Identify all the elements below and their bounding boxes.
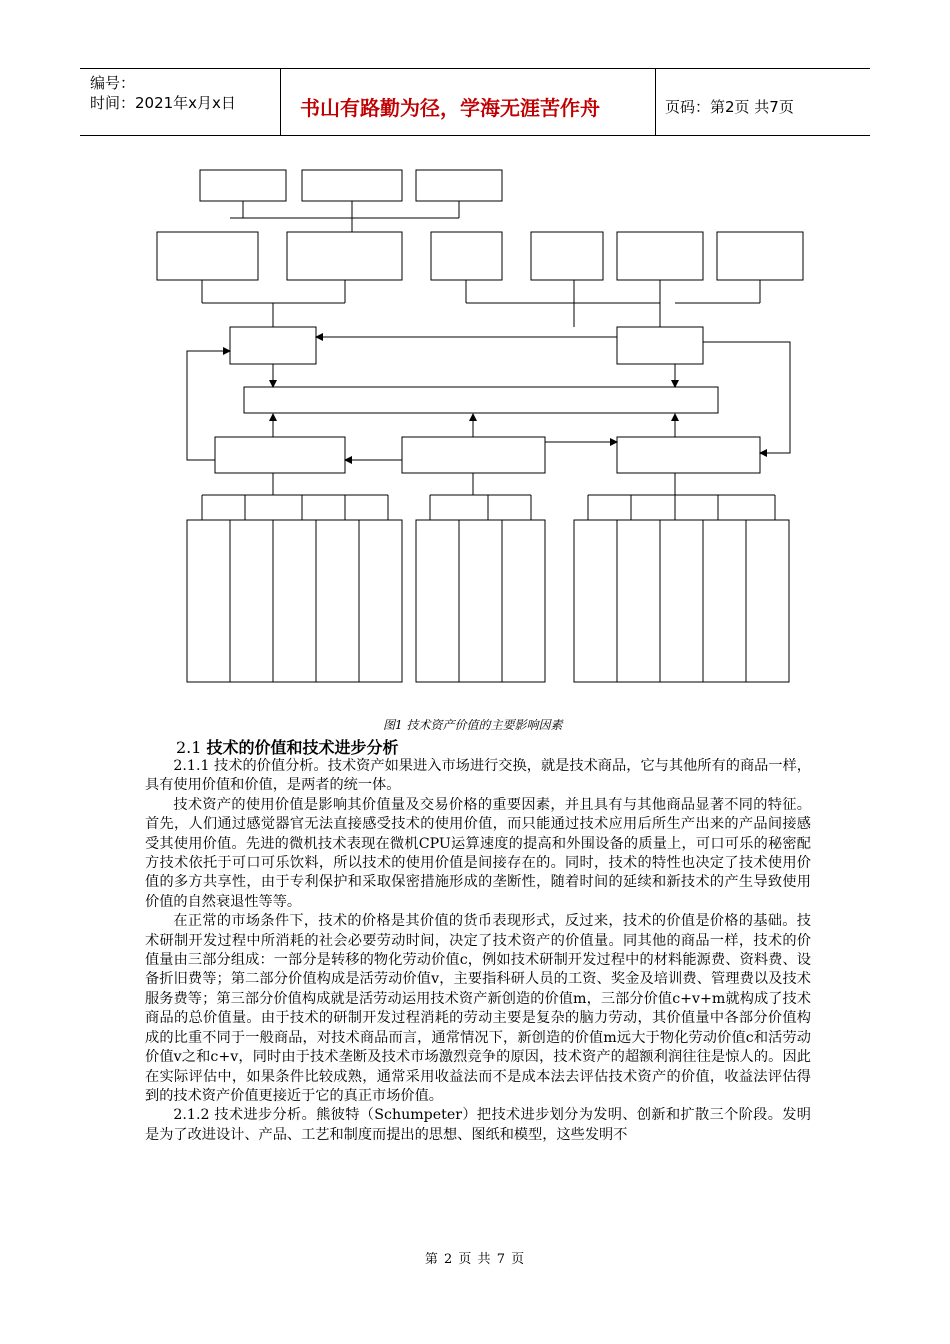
sub-factor-column [230, 520, 273, 682]
sub-factor-column [459, 520, 502, 682]
header-slogan: 书山有路勤为径，学海无涯苦作舟 [300, 96, 600, 120]
sub-factor-column [359, 520, 402, 682]
factor-box [531, 232, 603, 280]
factor-box [617, 232, 703, 280]
top-box [416, 170, 502, 201]
sub-factor-column [617, 520, 660, 682]
section-heading [176, 735, 399, 758]
paragraph: 在正常的市场条件下，技术的价格是其价值的货币表现形式，反过来，技术的价值是价格的基础。技术研制开发过程中所消耗的社会必要劳动时间，决定了技术资产的价值量。同其他的商品一样，技术的价值量由三部分组成：一部分是转移的物化劳动价值c，例如技术研制开发过程中的材料能源费、资料费、设备折旧费等；第二部分价值构成是活劳动价值v，主要指科研人员的工资、奖金及培训费、管理费以及技术服务费等；第三部分价值构成就是活劳动运用技术资产新创造的价值m，三部分价值c+v+m就构成了技术商品的总价值量。由于技术的研制开发过程消耗的劳动主要是复杂的脑力劳动，其价值量中各部分价值构成的比重不同于一般商品，对技术商品而言，通常情况下，新创造的价值m远大于物化劳动价值c和活劳动价值v之和c+v，同时由于技术垄断及技术市场激烈竞争的原因，技术资产的超额利润往往是惊人的。因此在实际评估中，如果条件比较成熟，通常采用收益法而不是成本法去评估技术资产的价值，收益法评估得到的技术资产价值更接近于它的真正市场价值。 [145, 913, 811, 1104]
header-code-label: 编号： [90, 74, 136, 92]
sub-factor-column [574, 520, 617, 682]
sub-factor-column [273, 520, 316, 682]
factor-box [717, 232, 803, 280]
bottom-left-box [215, 437, 345, 473]
sub-factor-column [502, 520, 545, 682]
sub-factor-column [660, 520, 703, 682]
section-title: 技术的价值和技术进步分析 [206, 738, 399, 757]
factor-box [157, 232, 258, 280]
bottom-center-box [402, 437, 545, 473]
sub-factor-column [416, 520, 459, 682]
paragraph: 2.1.2 技术进步分析。熊彼特（Schumpeter）把技术进步划分为发明、创新和扩散三个阶段。发明是为了改进设计、产品、工艺和制度而提出的思想、图纸和模型，这些发明不 [145, 1107, 811, 1143]
top-box [302, 170, 402, 201]
sub-factor-column [703, 520, 746, 682]
header-page-info: 页码：第2页 共7页 [665, 98, 794, 116]
header-date: 时间：2021年x月x日 [90, 94, 236, 112]
page-footer: 第 2 页 共 7 页 [424, 1252, 526, 1267]
factor-box [287, 232, 402, 280]
central-box [244, 387, 718, 413]
right-middle-box [617, 327, 703, 364]
section-number: 2.1 [176, 738, 207, 757]
sub-factor-column [316, 520, 359, 682]
paragraph: 2.1.1 技术的价值分析。技术资产如果进入市场进行交换，就是技术商品，它与其他所有的商品一样，具有使用价值和价值，是两者的统一体。 [145, 758, 811, 794]
top-box [200, 170, 286, 201]
sub-factor-column [187, 520, 230, 682]
left-middle-box [230, 327, 316, 364]
body-text [145, 757, 811, 1145]
bottom-right-box [617, 437, 760, 473]
sub-factor-column [746, 520, 789, 682]
figure-caption: 图1 技术资产价值的主要影响因素 [383, 718, 563, 732]
factor-box [431, 232, 502, 280]
paragraph: 技术资产的使用价值是影响其价值量及交易价格的重要因素，并且具有与其他商品显著不同的特征。首先，人们通过感觉器官无法直接感受技术的使用价值，而只能通过技术应用后所生产出来的产品间接感受其使用价值。先进的微机技术表现在微机CPU运算速度的提高和外围设备的质量上，可口可乐的秘密配方技术依托于可口可乐饮料，所以技术的使用价值是间接存在的。同时，技术的特性也决定了技术使用价值的多方共享性，由于专利保护和采取保密措施形成的垄断性，随着时间的延续和新技术的产生导致使用价值的自然衰退性等等。 [145, 796, 811, 910]
